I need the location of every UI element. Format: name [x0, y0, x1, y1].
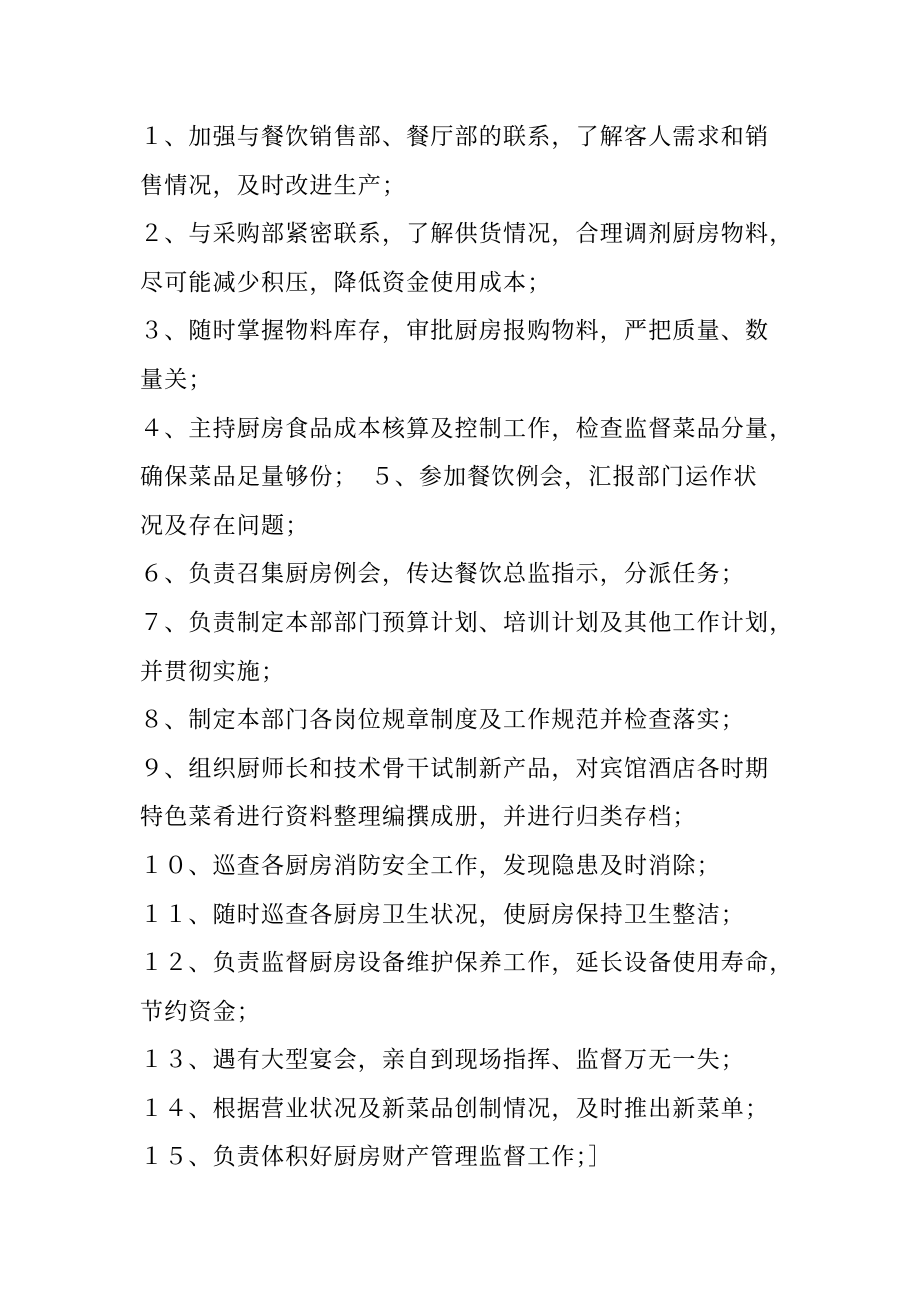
text-line: ９、组织厨师长和技术骨干试制新产品，对宾馆酒店各时期 [140, 755, 770, 782]
text-line: ６、负责召集厨房例会，传达餐饮总监指示，分派任务； [140, 561, 745, 588]
text-line: ７、负责制定本部部门预算计划、培训计划及其他工作计划， [140, 609, 794, 636]
text-line: １１、随时巡查各厨房卫生状况，使厨房保持卫生整洁； [140, 901, 745, 928]
document-body [140, 113, 800, 1182]
text-line: １０、巡查各厨房消防安全工作，发现隐患及时消除； [140, 852, 721, 879]
text-line: １２、负责监督厨房设备维护保养工作，延长设备使用寿命， [140, 950, 794, 977]
text-line: １３、遇有大型宴会，亲自到现场指挥、监督万无一失； [140, 1047, 745, 1074]
text-line: 况及存在问题； [140, 512, 310, 539]
text-line: ８、制定本部门各岗位规章制度及工作规范并检查落实； [140, 707, 745, 734]
text-line: ２、与采购部紧密联系，了解供货情况，合理调剂厨房物料， [140, 221, 794, 248]
text-line: 量关； [140, 366, 213, 393]
text-line: １、加强与餐饮销售部、餐厅部的联系，了解客人需求和销 [140, 124, 770, 150]
text-line: 特色菜肴进行资料整理编撰成册，并进行归类存档； [140, 804, 697, 831]
text-line: ４、主持厨房食品成本核算及控制工作，检查监督菜品分量， [140, 415, 794, 442]
text-line: 售情况，及时改进生产； [140, 172, 407, 199]
text-line: 节约资金； [140, 998, 261, 1025]
text-line: 尽可能减少积压，降低资金使用成本； [140, 269, 552, 296]
text-line: 确保菜品足量够份； ５、参加餐饮例会，汇报部门运作状 [140, 464, 758, 491]
text-line: ３、随时掌握物料库存，审批厨房报购物料，严把质量、数 [140, 318, 770, 345]
text-line: １５、负责体积好厨房财产管理监督工作；］ [140, 1144, 613, 1171]
text-line: １４、根据营业状况及新菜品创制情况，及时推出新菜单； [140, 1095, 770, 1122]
text-line: 并贯彻实施； [140, 658, 286, 685]
